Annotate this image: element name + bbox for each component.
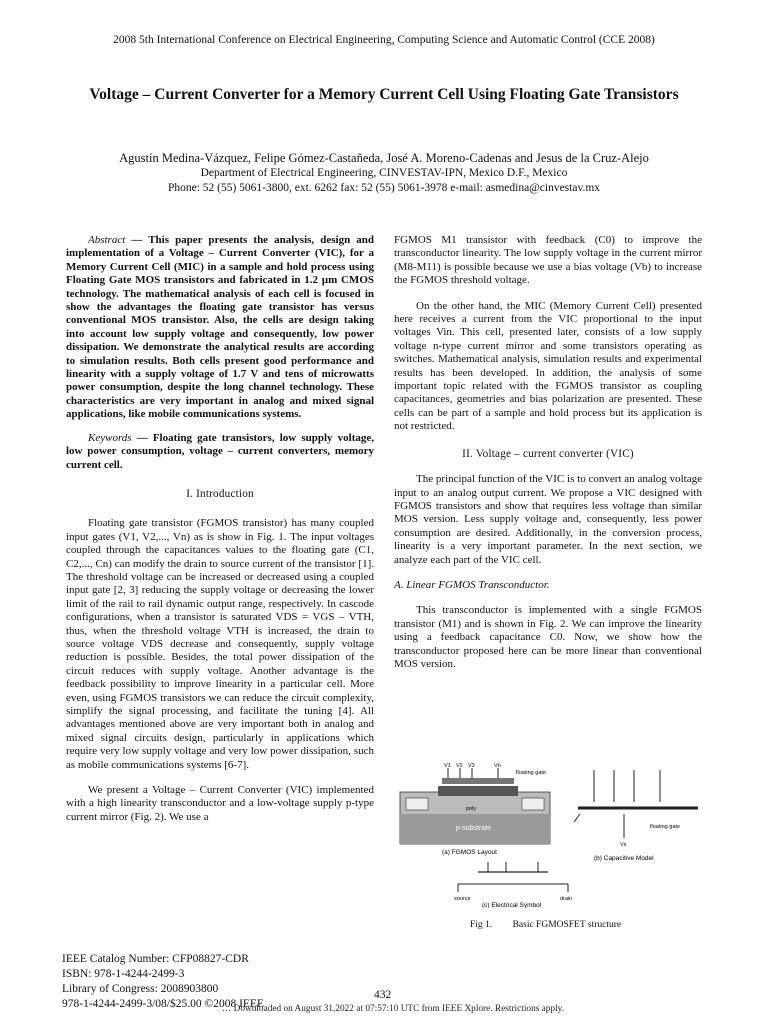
footer-copyright: 978-1-4244-2499-3/08/$25.00 ©2008 IEEE	[62, 998, 264, 1010]
capacitive-model-diagram	[574, 770, 698, 862]
right-paragraph-2: On the other hand, the MIC (Memory Current Cell) presented here receives a current from the VIC proportional to the input voltages Vin. This cell, presented later, consists of a low supply voltage n-type current mirror and some transistors operating as switches. Mathematical analysis, simulation results and experimental results has been developed. In addition, the analysis of some important topic related with the FGMOS transistor as coupling capacitances, geometries and bias polarization are presented. These cells can be part of a sample and hold process but its application is not restricted.	[394, 299, 702, 433]
fig-source-label: source	[454, 896, 471, 902]
abstract-label: Abstract	[88, 234, 126, 246]
fig-label-b: (b) Capacitive Model	[594, 855, 654, 862]
left-column	[66, 234, 374, 824]
contact-info: Phone: 52 (55) 5061-3800, ext. 6262 fax: 52 (55) 5061-3978 e-mail: asmedina@cinvestav.mx	[167, 182, 601, 194]
abstract-text: — This paper presents the analysis, design and implementation of a Voltage – Current Converter (VIC), for a Memory Current Cell (MIC) in a sample and hold process using Floating Gate MOS transistors and fabricated in 1.2 µm CMOS technology. The mathematical analysis of each cell is focused in show the advantages the floating gate transistor has versus conventional MOS transistor. Also, the cells are design taking into account low supply voltage and consequently, low power dissipation. We demonstrate the analytical results are according to simulation results. Both cells present good performance and linearity with a supply voltage of 1.7 V and tens of microwatts power consumption, despite the long channel technology. These characteristics are very important in analog and mixed signal applications, like mobile communications systems.	[66, 234, 374, 421]
fig-v3-label: V3	[468, 763, 475, 769]
fig-poly-label: poly	[466, 806, 477, 812]
conference-header: 2008 5th International Conference on Electrical Engineering, Computing Science and Automatic Control (CCE 2008)	[113, 34, 655, 46]
fig-floating-gate-label: floating gate	[516, 770, 546, 776]
fig-label-c: (c) Electrical Symbol	[482, 902, 542, 908]
footer-library-of-congress: Library of Congress: 2008903800	[62, 983, 219, 995]
fig-vs-label: Vs	[620, 842, 627, 848]
keywords	[66, 432, 374, 472]
intro-paragraph-2: We present a Voltage – Current Converter (VIC) implemented with a high linearity transconductor and a low-voltage supply p-type current mirror (Fig. 2). We use a	[66, 784, 374, 823]
footer-isbn: ISBN: 978-1-4244-2499-3	[62, 968, 185, 980]
intro-paragraph-1: Floating gate transistor (FGMOS transistor) has many coupled input gates (V1, V2,..., Vn) as is show in Fig. 1. The input voltages coupled through the capacitances values to the floating gate (C1, C2,..., Cn) can modify the drain to source current of the transistor [1]. The threshold voltage can be increased or decreased using a coupled input gate [2, 3] reducing the supply voltage or decreasing the lower limit of the rail to rail dynamic output range, respectively. In cascode configurations, when a transistor is saturated VDS = VGS – VTH, thus, when the threshold voltage VTH is increased, the drain to source voltage VDS decrease and consequently, supply voltage reduction is possible. Besides, the total power dissipation of the circuit reduces with supply voltage. Another advantage is the feedback possibility to improve linearity in a particular cell. More even, using FGMOS transistors we can reduce the circuit complexity, simplify the signal processing, and facilitate the tuning [4]. All advantages mentioned above are very important both in analog and mixed signal circuits design, particularly in applications which require very low supply voltage and very low power dissipation, such as mobile communications systems [6-7].	[66, 517, 374, 771]
fig-drain-label: drain	[560, 896, 573, 902]
affiliation: Department of Electrical Engineering, CINVESTAV-IPN, Mexico D.F., Mexico	[200, 167, 568, 179]
electrical-symbol-diagram	[454, 862, 572, 908]
fig-vn-label: Vn	[494, 763, 501, 769]
section-1-heading: I. Introduction	[186, 487, 254, 500]
subsection-a-paragraph: This transconductor is implemented with a single FGMOS transistor (M1) and is shown in Fig. 2. We can improve the linearity using a feedback capacitance C0. Now, we show how the transconductor proposed here can be more linear than conventional MOS version.	[394, 604, 702, 670]
caption-text: Basic FGMOSFET structure	[512, 920, 622, 930]
fig-substrate-label: p-substrate	[456, 825, 492, 832]
fig-v2-label: V2	[456, 763, 463, 769]
figure-1	[398, 762, 704, 908]
page-number: 432	[374, 989, 392, 1001]
abstract	[66, 234, 374, 422]
fig-v1-label: V1	[444, 763, 451, 769]
keywords-text: — Floating gate transistors, low supply voltage, low power consumption, voltage – current converters, memory current cell.	[66, 431, 374, 471]
section-2-paragraph: The principal function of the VIC is to convert an analog voltage input to an analog output current. We propose a VIC designed with FGMOS transistors and show that requires less voltage than similar MOS version. Less supply voltage and, consequently, less power consumption are desired. Additionally, in the conversion process, linearity is a very important parameter. In the next section, we analyze each part of the VIC cell.	[394, 473, 702, 566]
footer-catalog: IEEE Catalog Number: CFP08827-CDR	[62, 953, 249, 965]
subsection-a-heading: A. Linear FGMOS Transconductor.	[394, 578, 550, 591]
download-notice: … Downloaded on August 31,2022 at 07:57:10 UTC from IEEE Xplore. Restrictions apply.	[222, 1004, 565, 1014]
fig-floating-gate-label-b: floating gate	[650, 824, 680, 830]
authors: Agustín Medina-Vázquez, Felipe Gómez-Castañeda, José A. Moreno-Cadenas and Jesus de la Cruz-Alejo	[119, 151, 649, 165]
right-paragraph-1: FGMOS M1 transistor with feedback (C0) to improve the transconductor linearity. The low supply voltage in the current mirror (M8-M11) is possible because we use a bias voltage (Vb) to increase the FGMOS threshold voltage.	[394, 234, 702, 287]
section-2-heading: II. Voltage – current converter (VIC)	[462, 447, 634, 460]
figure-1-caption	[470, 920, 621, 930]
keywords-label: Keywords	[88, 431, 132, 444]
fgmos-layout-diagram	[400, 763, 550, 856]
right-column	[394, 234, 702, 671]
fig-label-a: (a) FGMOS Layout	[442, 849, 497, 856]
caption-number: Fig 1.	[470, 920, 493, 930]
paper-title: Voltage – Current Converter for a Memory Current Cell Using Floating Gate Transistors	[89, 86, 679, 103]
